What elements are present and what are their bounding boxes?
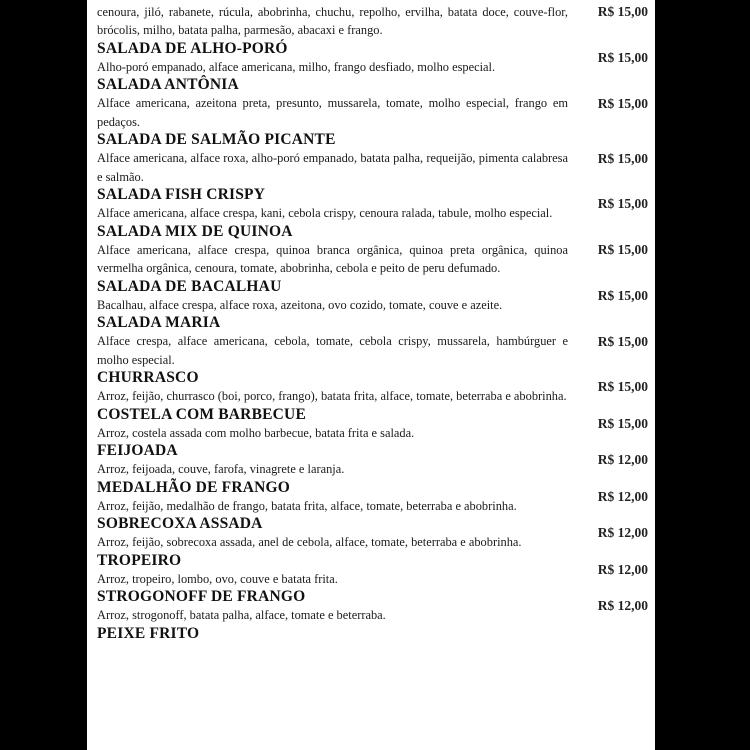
menu-item (97, 186, 650, 223)
menu-item-description: Alho-poró empanado, alface americana, milho, frango desfiado, molho especial. (97, 59, 496, 74)
menu-item-description: Arroz, feijão, medalhão de frango, batata frita, alface, tomate, beterraba e abobrinha. (97, 498, 517, 513)
menu-item-title: SOBRECOXA ASSADA (97, 515, 263, 532)
menu-list (97, 0, 650, 643)
menu-item-price: R$ 15,00 (597, 287, 648, 303)
menu-item (97, 131, 650, 186)
menu-item (97, 406, 650, 443)
menu-item-title: FEIJOADA (97, 442, 178, 459)
menu-item-title: SALADA DE ALHO-PORÓ (97, 39, 288, 57)
menu-item-title: MEDALHÃO DE FRANGO (97, 478, 291, 496)
menu-item-description: Alface americana, azeitona preta, presunto, mussarela, tomate, molho especial, frango em pedaços. (97, 96, 568, 129)
menu-item-price: R$ 12,00 (597, 488, 648, 504)
menu-item-title: TROPEIRO (97, 551, 182, 569)
menu-item-description: Bacalhau, alface crespa, alface roxa, azeitona, ovo cozido, tomate, couve e azeite. (97, 297, 503, 312)
menu-item-price: R$ 12,00 (597, 598, 648, 614)
menu-item-price: R$ 12,00 (597, 452, 648, 468)
menu-item-price: R$ 15,00 (597, 95, 648, 111)
menu-item-title: SALADA MARIA (97, 314, 221, 331)
menu-item (97, 588, 650, 625)
menu-item-title: SALADA DE SALMÃO PICANTE (97, 131, 336, 148)
menu-item-price: R$ 15,00 (597, 3, 648, 19)
menu-item-description: Arroz, costela assada com molho barbecue, batata frita e salada. (97, 425, 415, 440)
menu-item-description: Arroz, feijão, sobrecoxa assada, anel de cebola, alface, tomate, beterraba e abobrinha. (97, 535, 522, 549)
menu-item (97, 552, 650, 589)
menu-item-description: cenoura, jiló, rabanete, rúcula, abobrinha, chuchu, repolho, ervilha, batata doce, couve-flor, brócolis, milho, batata palha, parmesão, abacaxi e frango. (97, 4, 568, 37)
menu-item-price: R$ 15,00 (597, 379, 648, 395)
menu-item-title: SALADA MIX DE QUINOA (97, 222, 293, 240)
menu-item-title: SALADA ANTÔNIA (97, 76, 239, 93)
menu-item-title: COSTELA COM BARBECUE (97, 405, 306, 423)
menu-item (97, 278, 650, 315)
menu-item-price: R$ 15,00 (597, 242, 648, 257)
menu-item-title: PEIXE FRITO (97, 624, 200, 642)
menu-item (97, 369, 650, 406)
menu-item (97, 223, 650, 278)
menu-item-description: Alface crespa, alface americana, cebola, tomate, cebola crispy, mussarela, hambúrguer e molho especial. (97, 334, 568, 367)
menu-item (97, 442, 650, 479)
menu-item (97, 40, 650, 77)
menu-item-description: Arroz, strogonoff, batata palha, alface, tomate e beterraba. (97, 608, 386, 622)
menu-item-description: Alface americana, alface roxa, alho-poró empanado, batata palha, requeijão, pimenta calabresa e salmão. (97, 151, 568, 184)
menu-item-description: Alface americana, alface crespa, kani, cebola crispy, cenoura ralada, tabule, molho especial. (97, 206, 553, 220)
menu-item (97, 0, 650, 40)
menu-item (97, 76, 650, 131)
menu-item-description: Arroz, feijoada, couve, farofa, vinagrete e laranja. (97, 462, 345, 476)
menu-item (97, 479, 650, 516)
menu-item-price: R$ 15,00 (597, 150, 648, 166)
menu-item-price: R$ 12,00 (597, 561, 648, 577)
menu-page (87, 0, 655, 750)
menu-item-price: R$ 15,00 (597, 196, 648, 212)
menu-item-price: R$ 12,00 (597, 525, 648, 541)
menu-item-description: Arroz, feijão, churrasco (boi, porco, frango), batata frita, alface, tomate, beterraba e abobrinha. (97, 389, 567, 403)
menu-item-price: R$ 15,00 (597, 333, 648, 349)
menu-item-description: Alface americana, alface crespa, quinoa branca orgânica, quinoa preta orgânica, quinoa vermelha orgânica, cenoura, tomate, abobrinha, cebola e peito de peru defumado. (97, 242, 568, 275)
menu-item (97, 515, 650, 552)
menu-item-description: Arroz, tropeiro, lombo, ovo, couve e batata frita. (97, 571, 338, 586)
menu-item (97, 625, 650, 643)
menu-item (97, 314, 650, 369)
menu-item-price: R$ 15,00 (597, 415, 648, 431)
menu-item-price: R$ 15,00 (597, 49, 648, 65)
menu-item-title: SALADA DE BACALHAU (97, 277, 282, 295)
menu-item-title: SALADA FISH CRISPY (97, 186, 266, 203)
menu-item-title: STROGONOFF DE FRANGO (97, 588, 306, 605)
menu-item-title: CHURRASCO (97, 369, 199, 386)
